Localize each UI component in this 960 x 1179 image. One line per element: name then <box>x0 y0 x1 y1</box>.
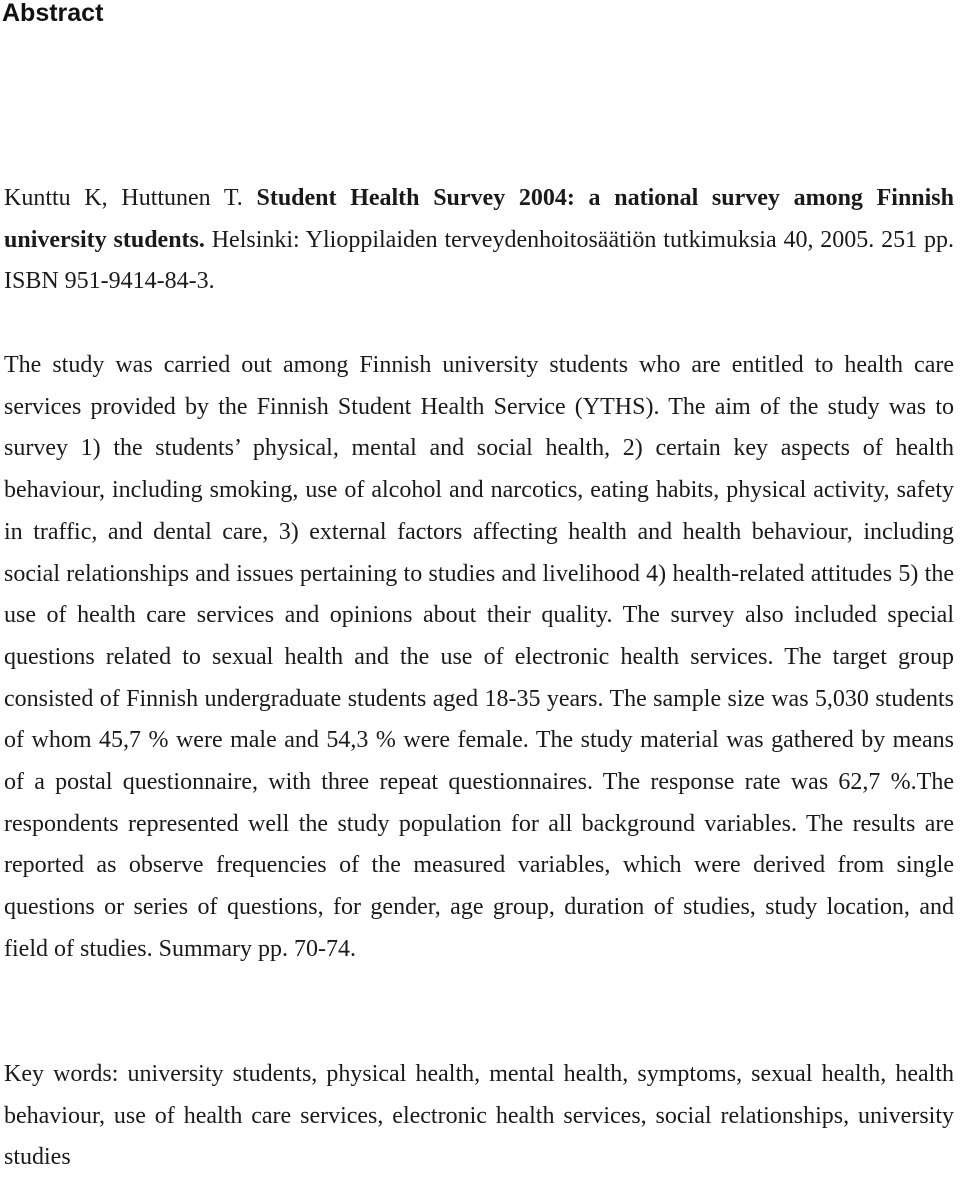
keywords-paragraph: Key words: university students, physical health, mental health, symptoms, sexual health, health behaviour, use of health care services, electronic health services, social relationships, university studies <box>4 1061 954 1171</box>
citation-title: Student Health Survey 2004: a national survey among Finnish university students. <box>4 185 954 253</box>
citation-authors: Kunttu K, Huttunen T. <box>4 185 257 211</box>
citation-paragraph <box>4 178 954 303</box>
summary-paragraph: The study was carried out among Finnish university students who are entitled to health care services provided by the Finnish Student Health Service (YTHS). The aim of the study was to survey 1) the students’ physical, mental and social health, 2) certain key aspects of health behaviour, including smoking, use of alcohol and narcotics, eating habits, physical activity, safety in traffic, and dental care, 3) external factors affecting health and health behaviour, including social relationships and issues pertaining to studies and livelihood 4) health-related attitudes 5) the use of health care services and opinions about their quality. The survey also included special questions related to sexual health and the use of electronic health services. The target group consisted of Finnish undergraduate students aged 18-35 years. The sample size was 5,030 students of whom 45,7 % were male and 54,3 % were female. The study material was gathered by means of a postal questionnaire, with three repeat questionnaires. The response rate was 62,7 %.The respondents represented well the study population for all background variables. The results are reported as observe frequencies of the measured variables, which were derived from single questions or series of questions, for gender, age group, duration of studies, study location, and field of studies. Summary pp. 70-74. <box>4 352 954 962</box>
citation-publication: Helsinki: Ylioppilaiden terveydenhoitosäätiön tutkimuksia 40, 2005. 251 pp. ISBN 951-9414-84-3. <box>4 226 954 295</box>
page-title: Abstract <box>2 0 104 27</box>
